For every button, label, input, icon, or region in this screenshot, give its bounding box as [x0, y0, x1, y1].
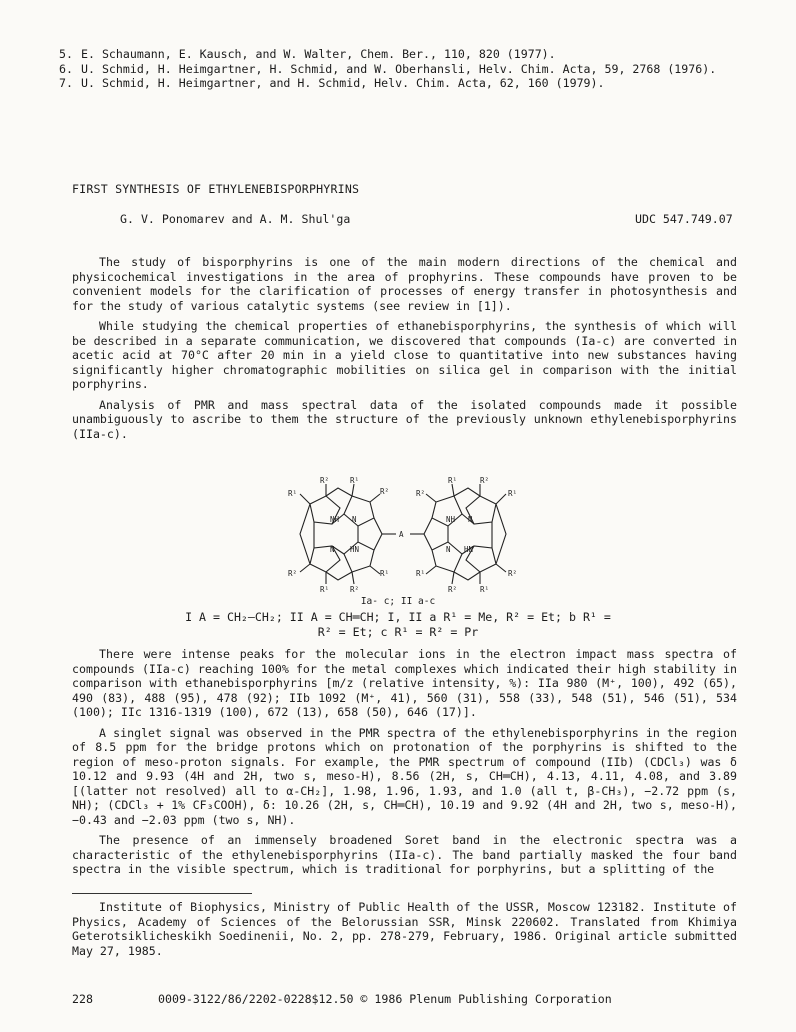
reference-text: E. Schaumann, E. Kausch, and W. Walter, Chem. Ber., 110, 820 (1977).	[81, 47, 556, 61]
formula-line: I A = CH₂—CH₂; II A = CH═CH; I, II a R¹ = Me, R² = Et; b R¹ =	[185, 610, 611, 624]
paragraph: A singlet signal was observed in the PMR spectra of the ethylenebisporphyrins in the region of 8.5 ppm for the bridge protons which on protonation of the porphyrins is shifted to the region of meso-proton signals. For example, the PMR spectrum of compound (IIb) (CDCl₃) was δ 10.12 and 9.93 (4H and 2H, two s, meso-H), 8.56 (2H, s, CH═CH), 4.13, 4.11, 4.08, and 3.89 [(latter not resolved) all to α-CH₂], 1.98, 1.96, 1.93, and 1.0 (all t, β-CH₃), −2.72 ppm (s, NH); (CDCl₃ + 1% CF₃COOH), δ: 10.26 (2H, s, CH═CH), 10.19 and 9.92 (4H and 2H, two s, meso-H), −0.43 and −2.03 ppm (two s, NH).	[72, 725, 737, 827]
r2-label: R²	[380, 487, 390, 496]
body-top	[72, 255, 737, 447]
footnote-divider	[72, 893, 252, 894]
reference-item	[40, 47, 740, 62]
paragraph: While studying the chemical properties of ethanebisporphyrins, the synthesis of which will be described in a separate communication, we discovered that compounds (Ia-c) are converted in acetic acid at 70°C after 20 min in a yield close to quantitative into new substances having significantly higher chromatographic mobilities on silica gel in comparison with the initial porphyrins.	[72, 319, 737, 391]
paragraph: The study of bisporphyrins is one of the main modern directions of the chemical and physicochemical investigations in the area of prophyrins. These compounds have proven to be convenient models for the clarification of processes of energy transfer in photosynthesis and for the study of various catalytic systems (see review in [1]).	[72, 255, 737, 313]
publisher-code: 0009-3122/86/2202-0228$12.50 © 1986 Plenum Publishing Corporation	[158, 992, 612, 1006]
formula-line: R² = Et; c R¹ = R² = Pr	[317, 625, 479, 639]
r1-label: R¹	[448, 476, 458, 485]
reference-item	[40, 76, 740, 91]
reference-list	[40, 47, 740, 91]
hn-label: HN	[464, 545, 474, 554]
footnote: Institute of Biophysics, Ministry of Public Health of the USSR, Moscow 123182. Institute of Physics, Academy of Sciences of the Belorussian SSR, Minsk 220602. Translated from Khimiya Geterotsiklicheskikh Soedinenii, No. 2, pp. 278-279, February, 1986. Original article submitted May 27, 1985.	[72, 900, 737, 958]
figure-caption: Ia- c; II a-c	[360, 596, 436, 607]
hn-label: HN	[350, 545, 360, 554]
paragraph: The presence of an immensely broadened Soret band in the electronic spectra was a characteristic of the ethylenebisporphyrins (IIa-c). The band partially masked the four band spectra in the visible spectrum, which is traditional for porphyrins, but a splitting of the	[72, 833, 737, 876]
paragraph: There were intense peaks for the molecular ions in the electron impact mass spectra of compounds (IIa-c) reaching 100% for the metal complexes which indicated their high stability in comparison with ethanebisporphyrins [m/z (relative intensity, %): IIa 980 (M⁺, 100), 492 (65), 490 (83), 488 (95), 478 (92); IIb 1092 (M⁺, 41), 560 (31), 558 (33), 548 (51), 546 (51), 534 (100); IIc 1316-1319 (100), 672 (13), 658 (50), 646 (17)].	[72, 647, 737, 719]
article-title: FIRST SYNTHESIS OF ETHYLENEBISPORPHYRINS	[72, 182, 360, 196]
paragraph: Analysis of PMR and mass spectral data of the isolated compounds made it possible unambiguously to ascribe to them the structure of the previously unknown ethylenebisporphyrins (IIa-c).	[72, 397, 737, 441]
body-bottom	[72, 647, 737, 883]
r1-label: R¹	[508, 489, 518, 498]
bridge-label: A	[399, 530, 404, 539]
structure-labels	[288, 476, 517, 594]
r2-label: R²	[350, 585, 360, 594]
r1-label: R¹	[320, 585, 330, 594]
r1-label: R¹	[380, 569, 390, 578]
n-label: N	[330, 545, 335, 554]
reference-number: 5.	[59, 47, 73, 61]
reference-number: 7.	[59, 76, 73, 90]
r2-label: R²	[508, 569, 518, 578]
page-number: 228	[72, 992, 93, 1006]
n-label: N	[446, 545, 451, 554]
udc-code: UDC 547.749.07	[635, 212, 733, 226]
right-porphyrin	[424, 484, 506, 584]
r2-label: R²	[288, 569, 298, 578]
r2-label: R²	[320, 476, 330, 485]
n-label: N	[352, 515, 357, 524]
nh-label: NH	[446, 515, 456, 524]
r2-label: R²	[480, 476, 490, 485]
nh-label: NH	[330, 515, 340, 524]
reference-text: U. Schmid, H. Heimgartner, H. Schmid, and W. Oberhansli, Helv. Chim. Acta, 59, 2768 (1976).	[81, 61, 717, 76]
r2-label: R²	[448, 585, 458, 594]
r1-label: R¹	[288, 489, 298, 498]
reference-text: U. Schmid, H. Heimgartner, and H. Schmid, Helv. Chim. Acta, 62, 160 (1979).	[81, 76, 605, 90]
reference-item	[40, 62, 740, 77]
left-porphyrin	[300, 484, 382, 584]
r1-label: R¹	[480, 585, 490, 594]
r1-label: R¹	[416, 569, 426, 578]
reference-number: 6.	[59, 61, 73, 76]
article-authors: G. V. Ponomarev and A. M. Shul'ga	[120, 212, 351, 226]
r1-label: R¹	[350, 476, 360, 485]
r2-label: R²	[416, 489, 426, 498]
n-label: N	[468, 515, 473, 524]
structure-figure	[270, 474, 540, 608]
